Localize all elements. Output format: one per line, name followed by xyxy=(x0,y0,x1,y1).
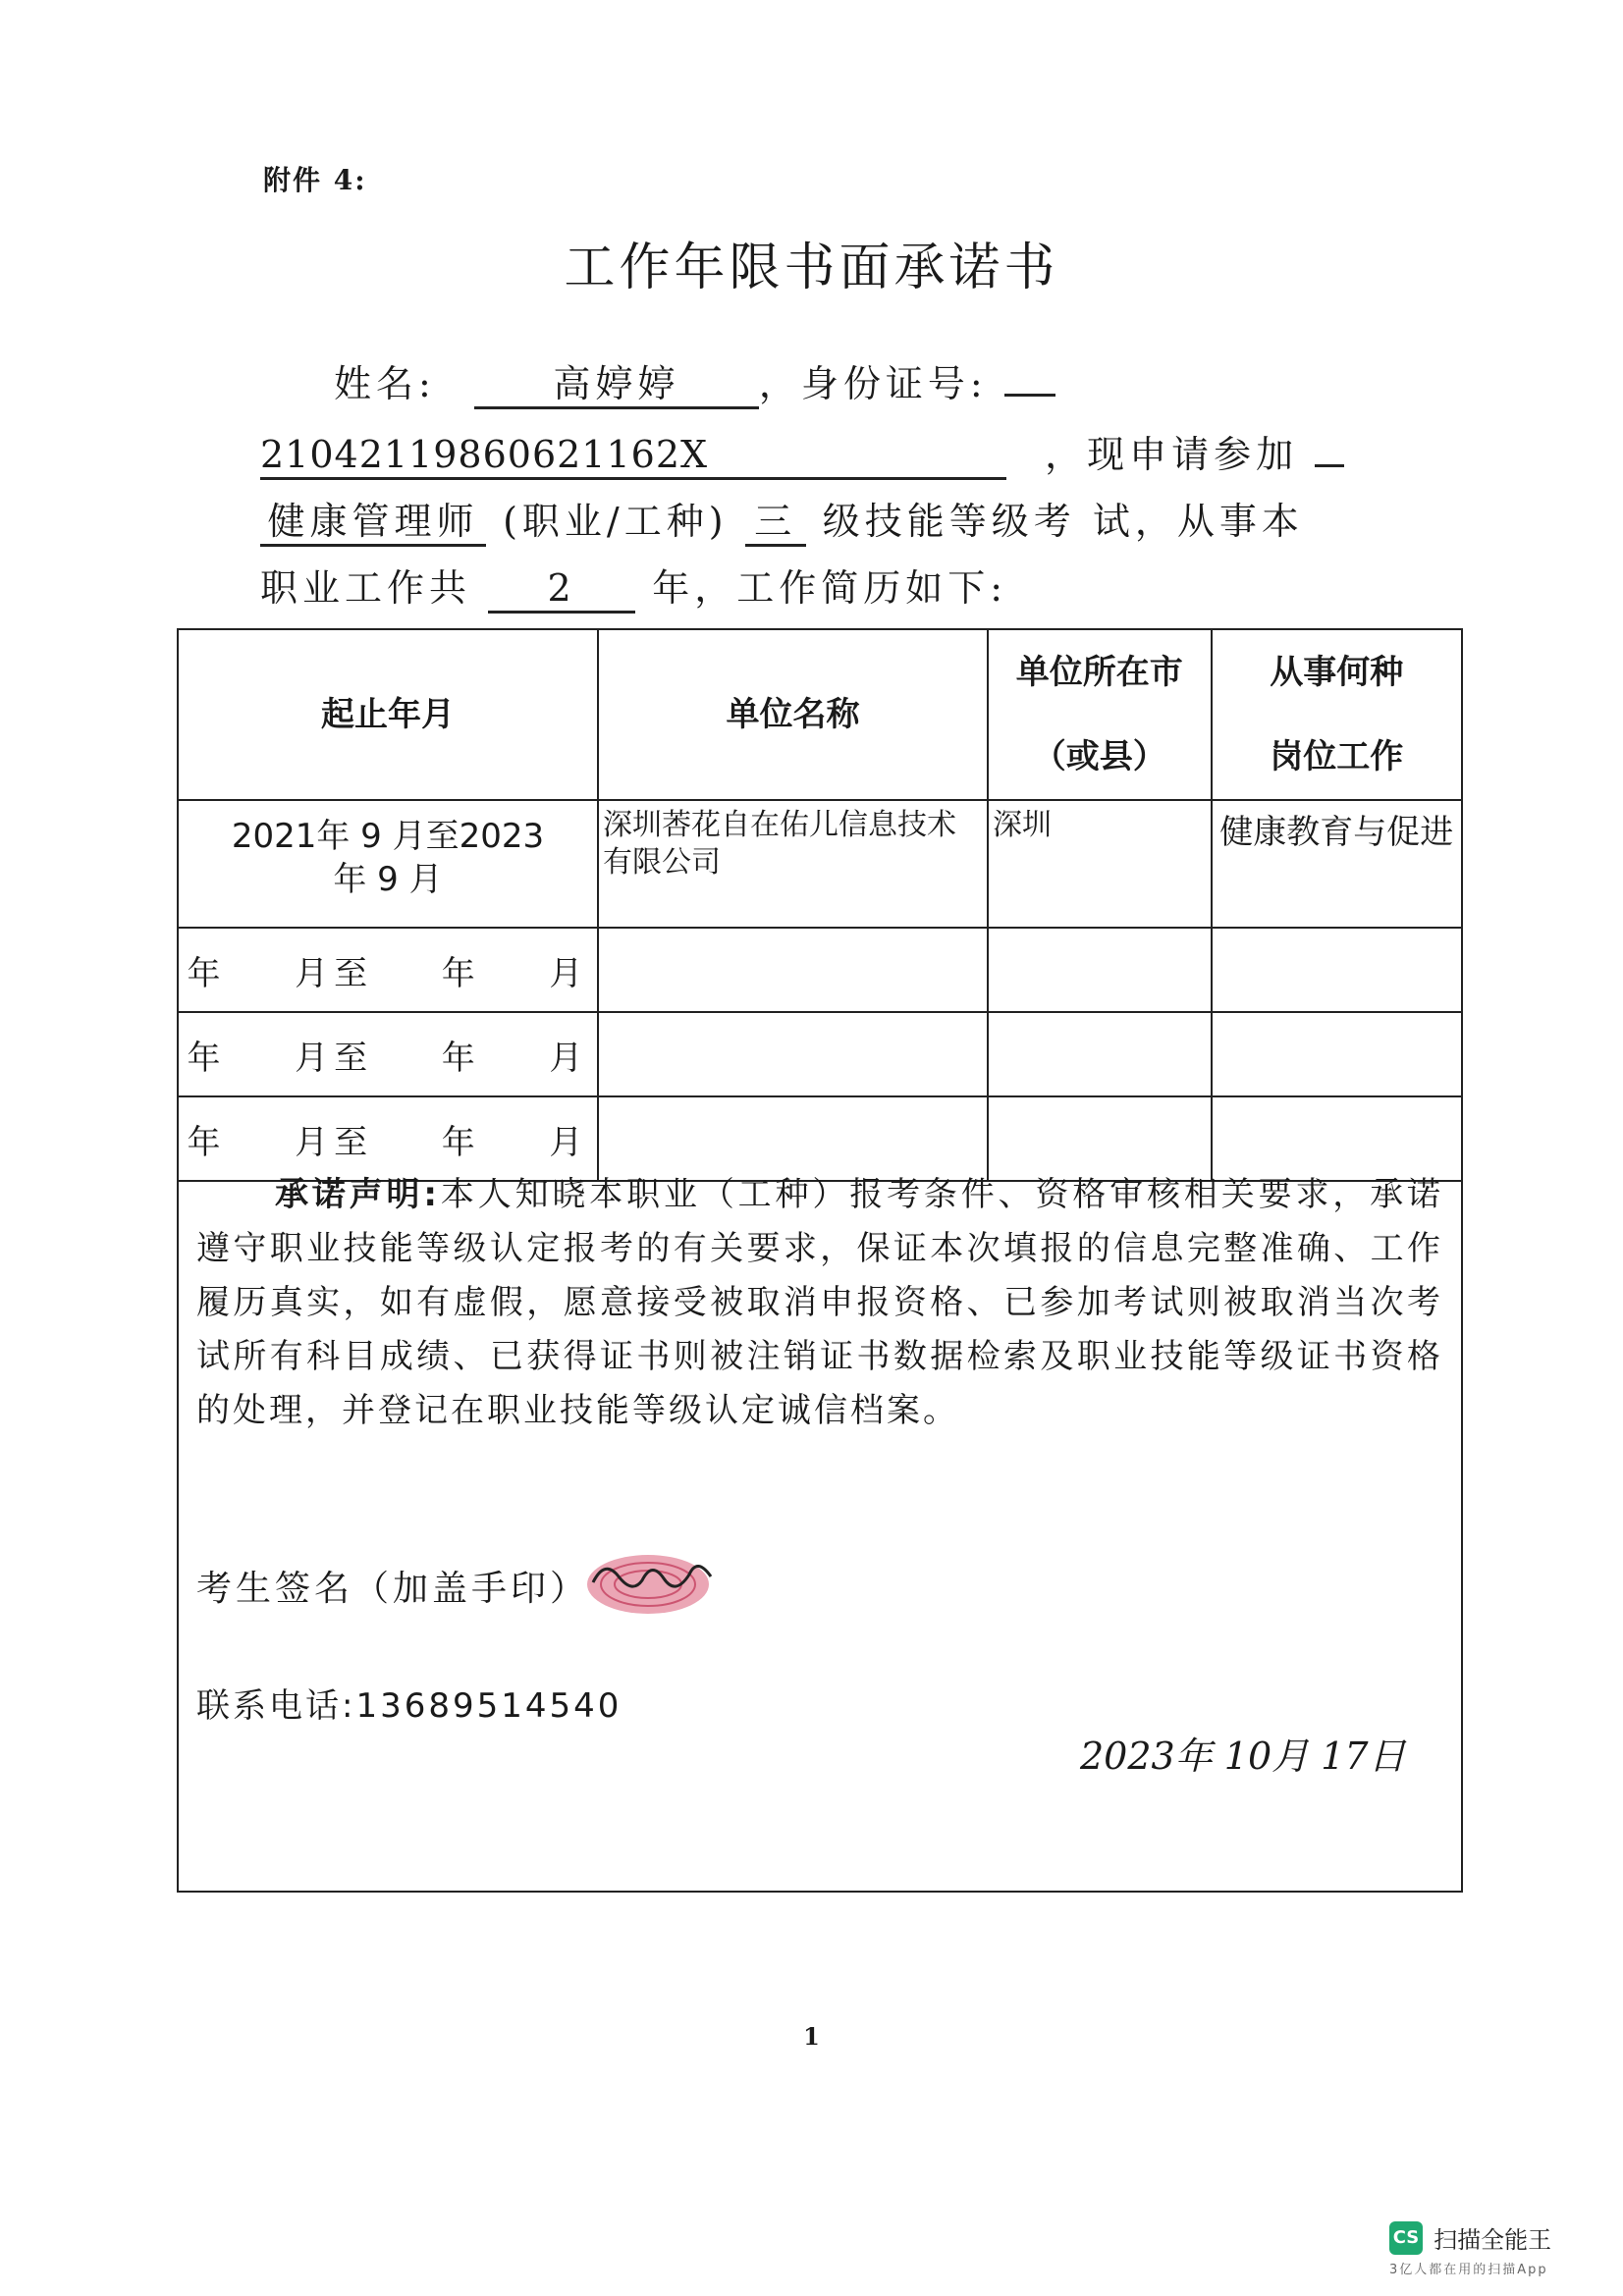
camscanner-logo-icon: CS xyxy=(1389,2221,1423,2255)
years-prefix: 职业工作共 xyxy=(260,566,472,610)
level-text: 级技能等级考 试，从事本 xyxy=(822,500,1304,543)
page-number: 1 xyxy=(803,2022,820,2051)
pledge-lead: 承诺声明: xyxy=(275,1175,441,1214)
row-4-period: 年 月至 年 月 xyxy=(178,1096,598,1181)
phone-number: 13689514540 xyxy=(355,1686,622,1726)
row-3-position xyxy=(1212,1012,1462,1096)
form-line-1 xyxy=(334,353,1055,409)
name-label: 姓名: xyxy=(334,362,436,405)
occupation-field: 健康管理师 xyxy=(260,501,486,547)
row-1-period: 2021年 9 月至2023 年 9 月 xyxy=(178,800,598,928)
row-1-position: 健康教育与促进 xyxy=(1212,800,1462,928)
id-field-start xyxy=(1004,394,1055,397)
pledge-statement xyxy=(196,1168,1443,1438)
years-suffix: 年，工作简历如下: xyxy=(652,566,1008,610)
signing-date: 2023年 10月 17日 xyxy=(1080,1735,1406,1778)
signature-line xyxy=(196,1561,589,1611)
level-field: 三 xyxy=(745,501,806,547)
table-header-row xyxy=(178,629,1462,800)
row-2-period: 年 月至 年 月 xyxy=(178,928,598,1012)
row-2-position xyxy=(1212,928,1462,1012)
attachment-label: 附件 4: xyxy=(263,164,367,196)
header-period: 起止年月 xyxy=(178,629,598,800)
row-3-company xyxy=(598,1012,988,1096)
table-row xyxy=(178,1012,1462,1096)
row-2-company xyxy=(598,928,988,1012)
scanner-watermark xyxy=(1389,2220,1551,2277)
row-1-city: 深圳 xyxy=(988,800,1212,928)
id-number-field: 21042119860621162X xyxy=(260,434,1006,480)
name-field: 高婷婷 xyxy=(474,363,759,409)
row-2-city xyxy=(988,928,1212,1012)
header-company: 单位名称 xyxy=(598,629,988,800)
apply-text: ，现申请参加 xyxy=(1045,433,1299,476)
years-field: 2 xyxy=(488,567,635,614)
page-title: 工作年限书面承诺书 xyxy=(564,239,1059,297)
form-line-4 xyxy=(260,558,1007,614)
contact-line xyxy=(196,1679,622,1727)
row-3-period: 年 月至 年 月 xyxy=(178,1012,598,1096)
watermark-tagline: 3亿人都在用的扫描App xyxy=(1389,2263,1548,2277)
header-position: 从事何种 岗位工作 xyxy=(1212,629,1462,800)
signature-label: 考生签名（加盖手印） xyxy=(196,1569,590,1609)
row-1-company: 深圳莕花自在佑儿信息技术有限公司 xyxy=(598,800,988,928)
pledge-text: 本人知晓本职业（工种）报考条件、资格审核相关要求，承诺遵守职业技能等级认定报考的有关要求，保证本次填报的信息完整准确、工作履历真实，如有虚假，愿意接受被取消申报资格、已参加考试则被取消当次考试所有科目成绩、已获得证书则被注销证书数据检索及职业技能等级证书资格的处理，并登记在职业技能等级认定诚信档案。 xyxy=(196,1175,1443,1430)
table-row xyxy=(178,800,1462,928)
fingerprint-signature xyxy=(579,1543,727,1622)
form-line-2 xyxy=(260,424,1344,480)
work-history-table xyxy=(177,628,1463,1182)
form-line-3 xyxy=(260,491,1304,547)
occupation-label: (职业/工种) xyxy=(503,500,729,543)
watermark-name: 扫描全能王 xyxy=(1434,2226,1552,2254)
table-row xyxy=(178,928,1462,1012)
header-city: 单位所在市 （或县） xyxy=(988,629,1212,800)
apply-blank xyxy=(1315,464,1344,467)
row-3-city xyxy=(988,1012,1212,1096)
id-label: ，身份证号: xyxy=(758,362,988,405)
phone-label: 联系电话: xyxy=(196,1686,356,1726)
